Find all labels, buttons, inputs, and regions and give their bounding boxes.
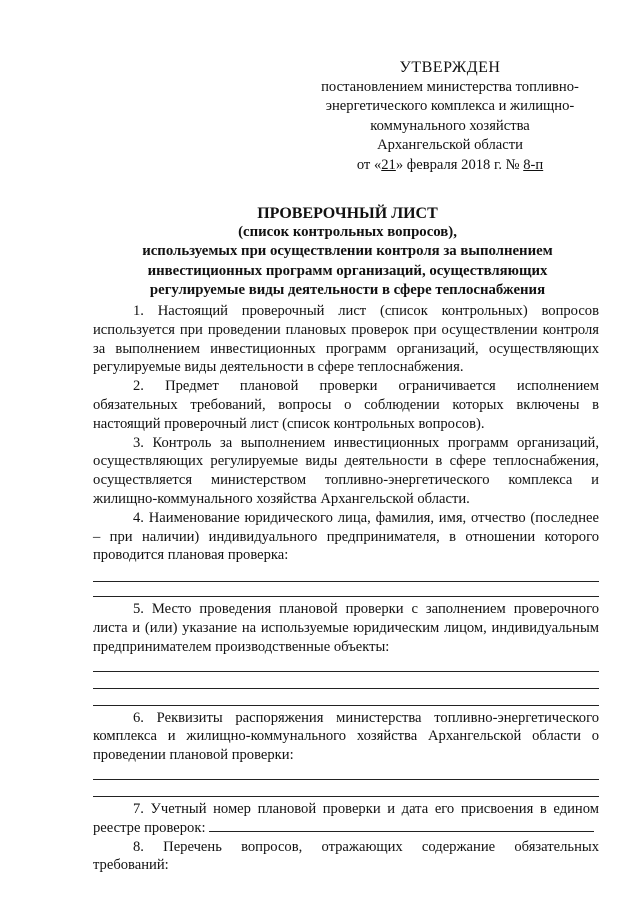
item-6: 6. Реквизиты распоряжения министерства топливно-энергетического комплекса и жилищно-коммунального хозяйства Архангельской области о проведении плановой проверки: [93, 709, 599, 764]
item-4: 4. Наименование юридического лица, фамилия, имя, отчество (последнее – при наличии) индивидуального предпринимателя, в отношении которого проводится плановая проверка: [93, 509, 599, 564]
document-title: ПРОВЕРОЧНЫЙ ЛИСТ [257, 205, 438, 222]
item-7-text: 7. Учетный номер плановой проверки и дата его присвоения в едином реестре проверок: [93, 800, 599, 836]
item-3: 3. Контроль за выполнением инвестиционных программ организаций, осуществляющих регулируемые виды деятельности в сфере теплоснабжения, осуществляется министерством топливно-энергетического комплекса и жилищно-коммунального хозяйства Архангельской области. [93, 434, 599, 507]
item-2: 2. Предмет плановой проверки ограничивается исполнением обязательных требований, вопросы о соблюдении которых включены в настоящий проверочный лист (список контрольных вопросов). [93, 378, 599, 432]
item-5: 5. Место проведения плановой проверки с заполнением проверочного листа и (или) указание на используемые юридическим лицом, индивидуальным предпринимателем производственные объекты: [93, 601, 599, 655]
registry-number-line[interactable] [209, 819, 594, 832]
document-heading [95, 204, 600, 300]
item-8: 8. Перечень вопросов, отражающих содержание обязательных требований: [93, 838, 599, 874]
document-subtitle: (список контрольных вопросов), [238, 224, 457, 241]
approval-line-3: коммунального хозяйства [370, 117, 530, 134]
document-body [93, 302, 599, 875]
date-middle: » февраля 2018 г. № [395, 156, 524, 173]
document-number: 8-п [523, 156, 544, 173]
date-day: 21 [381, 156, 396, 173]
item-7 [93, 800, 599, 838]
item-1: 1. Настоящий проверочный лист (список контрольных) вопросов используется при проведении плановых проверок при осуществлении контроля за выполнением инвестиционных программ организаций, осуществляющих регулируемые виды деятельности в сфере теплоснабжения. [93, 303, 599, 376]
heading-line-4: инвестиционных программ организаций, осуществляющих [147, 262, 548, 279]
date-prefix: от « [356, 156, 382, 173]
approval-line-4: Архангельской области [377, 137, 523, 153]
heading-line-5: регулируемые виды деятельности в сфере теплоснабжения [149, 281, 546, 298]
heading-line-3: используемых при осуществлении контроля за выполнением [142, 243, 553, 260]
approval-line-1: постановлением министерства топливно- [321, 78, 579, 95]
approval-date [300, 156, 600, 176]
approval-block [300, 58, 600, 175]
approval-title: УТВЕРЖДЕН [399, 59, 501, 76]
approval-line-2: энергетического комплекса и жилищно- [325, 98, 575, 114]
